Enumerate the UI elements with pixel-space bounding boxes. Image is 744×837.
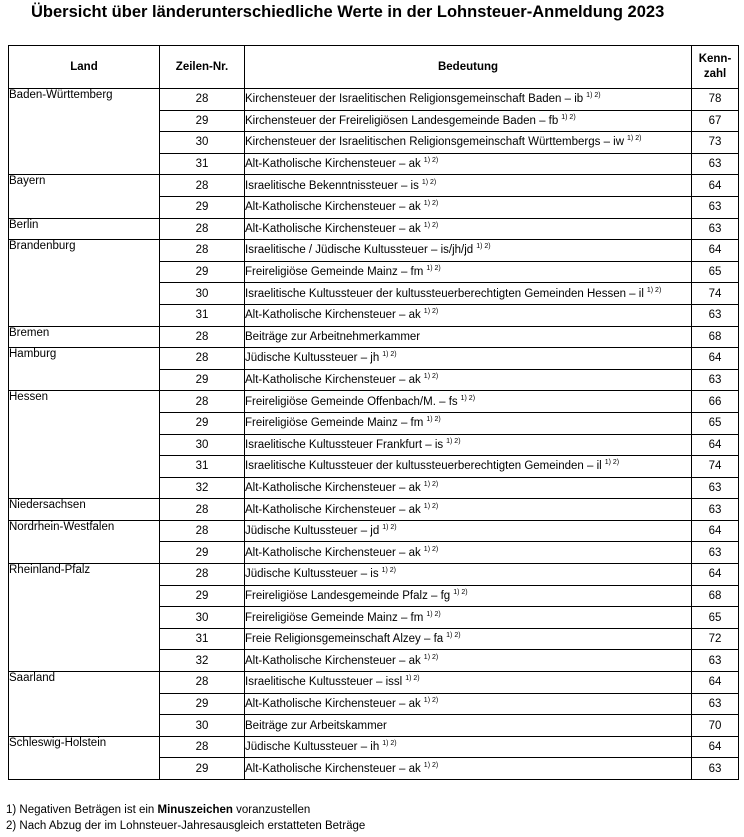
bedeutung-text: Kirchensteuer der Israelitischen Religionsgemeinschaft Württembergs – iw (245, 136, 625, 149)
kennzahl-cell: 64 (692, 564, 739, 586)
bedeutung-text: Alt-Katholische Kirchensteuer – ak (245, 546, 421, 559)
zeilen-nr-cell: 29 (160, 261, 245, 283)
bedeutung-cell (245, 456, 692, 478)
zeilen-nr-cell: 28 (160, 520, 245, 542)
kennzahl-cell: 63 (692, 758, 739, 780)
footnote-ref: 1) 2) (423, 157, 439, 165)
table-row (9, 499, 739, 521)
kennzahl-cell: 63 (692, 196, 739, 218)
kennzahl-cell: 72 (692, 628, 739, 650)
zeilen-nr-cell: 29 (160, 369, 245, 391)
footnote-ref: 1) 2) (604, 459, 620, 467)
bedeutung-cell (245, 132, 692, 154)
values-table (8, 45, 739, 780)
zeilen-nr-cell: 29 (160, 542, 245, 564)
land-cell: Hessen (9, 391, 160, 499)
bedeutung-cell (245, 499, 692, 521)
land-cell: Bayern (9, 175, 160, 218)
zeilen-nr-cell: 28 (160, 499, 245, 521)
kennzahl-cell: 74 (692, 283, 739, 305)
footnote-1-bold: Minuszeichen (157, 804, 233, 816)
kennzahl-cell: 63 (692, 369, 739, 391)
kennzahl-cell: 65 (692, 607, 739, 629)
zeilen-nr-cell: 29 (160, 412, 245, 434)
footnote-ref: 1) 2) (405, 675, 420, 683)
kennzahl-cell: 64 (692, 175, 739, 197)
zeilen-nr-cell: 28 (160, 564, 245, 586)
bedeutung-text: Israelitische Bekenntnissteuer – is (245, 179, 419, 192)
kennzahl-cell: 63 (692, 218, 739, 240)
bedeutung-text: Beiträge zur Arbeitskammer (245, 719, 387, 732)
bedeutung-cell (245, 153, 692, 175)
kennzahl-cell: 67 (692, 110, 739, 132)
bedeutung-cell (245, 391, 692, 413)
zeilen-nr-cell: 28 (160, 672, 245, 694)
kennzahl-cell: 68 (692, 585, 739, 607)
footnote-ref: 1) 2) (426, 416, 441, 424)
zeilen-nr-cell: 28 (160, 218, 245, 240)
bedeutung-text: Israelitische / Jüdische Kultussteuer – is/jh/jd (245, 244, 474, 257)
footnote-ref: 1) 2) (423, 653, 439, 661)
land-cell: Rheinland-Pfalz (9, 564, 160, 672)
table-row (9, 240, 739, 262)
footnote-ref: 1) 2) (382, 740, 397, 748)
kennzahl-cell: 64 (692, 240, 739, 262)
bedeutung-text: Jüdische Kultussteuer – jh (245, 352, 380, 365)
footnote-ref: 1) 2) (423, 502, 439, 510)
zeilen-nr-cell: 30 (160, 715, 245, 737)
zeilen-nr-cell: 29 (160, 758, 245, 780)
kennzahl-cell: 64 (692, 672, 739, 694)
bedeutung-cell (245, 607, 692, 629)
footnote-ref: 1) 2) (586, 92, 601, 100)
bedeutung-text: Alt-Katholische Kirchensteuer – ak (245, 222, 421, 235)
bedeutung-cell (245, 412, 692, 434)
zeilen-nr-cell: 30 (160, 132, 245, 154)
land-cell: Schleswig-Holstein (9, 736, 160, 779)
kennzahl-cell: 65 (692, 261, 739, 283)
bedeutung-text: Freireligiöse Landesgemeinde Pfalz – fg (245, 589, 451, 602)
footnote-1 (6, 804, 310, 816)
bedeutung-text: Freireligiöse Gemeinde Mainz – fm (245, 266, 424, 279)
zeilen-nr-cell: 30 (160, 283, 245, 305)
table-row (9, 89, 739, 111)
bedeutung-text: Israelitische Kultussteuer – issl (245, 676, 403, 689)
bedeutung-cell (245, 520, 692, 542)
footnote-ref: 1) 2) (423, 373, 439, 381)
bedeutung-text: Israelitische Kultussteuer der kultussteuerberechtigten Gemeinden – il (245, 460, 602, 473)
kennzahl-cell: 70 (692, 715, 739, 737)
land-cell: Bremen (9, 326, 160, 348)
zeilen-nr-cell: 31 (160, 628, 245, 650)
table-row (9, 348, 739, 370)
bedeutung-cell (245, 715, 692, 737)
bedeutung-cell (245, 304, 692, 326)
kennzahl-cell: 64 (692, 348, 739, 370)
footnote-ref: 1) 2) (453, 588, 468, 596)
header-kennzahl-line2: zahl (703, 68, 727, 80)
table-row (9, 326, 739, 348)
table-row (9, 175, 739, 197)
land-cell: Baden-Württemberg (9, 89, 160, 175)
bedeutung-cell (245, 110, 692, 132)
land-cell: Brandenburg (9, 240, 160, 326)
footnote-ref: 1) 2) (627, 135, 642, 143)
bedeutung-text: Alt-Katholische Kirchensteuer – ak (245, 201, 421, 214)
bedeutung-cell (245, 434, 692, 456)
bedeutung-text: Freie Religionsgemeinschaft Alzey – fa (245, 633, 444, 646)
bedeutung-cell (245, 650, 692, 672)
bedeutung-text: Kirchensteuer der Israelitischen Religionsgemeinschaft Baden – ib (245, 93, 584, 106)
kennzahl-cell: 74 (692, 456, 739, 478)
table-body (9, 89, 739, 780)
land-cell: Niedersachsen (9, 499, 160, 521)
zeilen-nr-cell: 31 (160, 153, 245, 175)
zeilen-nr-cell: 29 (160, 110, 245, 132)
footnote-ref: 1) 2) (382, 351, 397, 359)
kennzahl-cell: 66 (692, 391, 739, 413)
bedeutung-text: Freireligiöse Gemeinde Mainz – fm (245, 417, 424, 430)
bedeutung-cell (245, 672, 692, 694)
bedeutung-text: Alt-Katholische Kirchensteuer – ak (245, 158, 421, 171)
bedeutung-cell (245, 283, 692, 305)
footnote-ref: 1) 2) (460, 394, 476, 402)
bedeutung-cell (245, 585, 692, 607)
bedeutung-text: Alt-Katholische Kirchensteuer – ak (245, 654, 421, 667)
kennzahl-cell: 68 (692, 326, 739, 348)
footnote-ref: 1) 2) (423, 308, 439, 316)
bedeutung-text: Beiträge zur Arbeitnehmerkammer (245, 330, 421, 343)
bedeutung-cell (245, 736, 692, 758)
zeilen-nr-cell: 31 (160, 304, 245, 326)
footnote-ref: 1) 2) (646, 286, 662, 294)
footnote-ref: 1) 2) (381, 567, 397, 575)
zeilen-nr-cell: 28 (160, 348, 245, 370)
bedeutung-text: Jüdische Kultussteuer – jd (245, 525, 380, 538)
bedeutung-text: Freireligiöse Gemeinde Offenbach/M. – fs (245, 395, 458, 408)
kennzahl-cell: 63 (692, 477, 739, 499)
kennzahl-cell: 63 (692, 499, 739, 521)
bedeutung-cell (245, 326, 692, 348)
table-header-row (9, 46, 739, 89)
bedeutung-text: Jüdische Kultussteuer – is (245, 568, 379, 581)
bedeutung-cell (245, 758, 692, 780)
header-kennzahl-line1: Kenn- (698, 53, 732, 65)
kennzahl-cell: 63 (692, 650, 739, 672)
footnote-ref: 1) 2) (423, 761, 439, 769)
zeilen-nr-cell: 28 (160, 175, 245, 197)
table-row (9, 672, 739, 694)
zeilen-nr-cell: 32 (160, 477, 245, 499)
footnote-ref: 1) 2) (423, 480, 439, 488)
bedeutung-text: Jüdische Kultussteuer – ih (245, 741, 380, 754)
kennzahl-cell: 64 (692, 434, 739, 456)
zeilen-nr-cell: 29 (160, 196, 245, 218)
table-row (9, 218, 739, 240)
footnote-ref: 1) 2) (561, 113, 576, 121)
bedeutung-cell (245, 218, 692, 240)
zeilen-nr-cell: 29 (160, 585, 245, 607)
bedeutung-cell (245, 240, 692, 262)
bedeutung-cell (245, 175, 692, 197)
kennzahl-cell: 64 (692, 736, 739, 758)
footnote-ref: 1) 2) (426, 265, 441, 273)
bedeutung-cell (245, 89, 692, 111)
bedeutung-text: Alt-Katholische Kirchensteuer – ak (245, 481, 421, 494)
bedeutung-text: Alt-Katholische Kirchensteuer – ak (245, 374, 421, 387)
bedeutung-cell (245, 477, 692, 499)
bedeutung-cell (245, 693, 692, 715)
zeilen-nr-cell: 29 (160, 693, 245, 715)
bedeutung-cell (245, 261, 692, 283)
footnote-1-prefix: 1) Negativen Beträgen ist ein (6, 804, 158, 816)
zeilen-nr-cell: 30 (160, 607, 245, 629)
bedeutung-cell (245, 564, 692, 586)
bedeutung-cell (245, 628, 692, 650)
bedeutung-cell (245, 196, 692, 218)
zeilen-nr-cell: 28 (160, 391, 245, 413)
zeilen-nr-cell: 28 (160, 736, 245, 758)
bedeutung-text: Israelitische Kultussteuer Frankfurt – is (245, 438, 444, 451)
bedeutung-cell (245, 348, 692, 370)
kennzahl-cell: 63 (692, 693, 739, 715)
table-row (9, 736, 739, 758)
zeilen-nr-cell: 31 (160, 456, 245, 478)
bedeutung-text: Alt-Katholische Kirchensteuer – ak (245, 503, 421, 516)
zeilen-nr-cell: 30 (160, 434, 245, 456)
footnote-ref: 1) 2) (382, 524, 397, 532)
bedeutung-text: Alt-Katholische Kirchensteuer – ak (245, 697, 421, 710)
zeilen-nr-cell: 28 (160, 89, 245, 111)
kennzahl-cell: 65 (692, 412, 739, 434)
kennzahl-cell: 63 (692, 542, 739, 564)
table-row (9, 564, 739, 586)
zeilen-nr-cell: 28 (160, 326, 245, 348)
header-land: Land (9, 46, 160, 89)
footnote-ref: 1) 2) (421, 178, 437, 186)
footnote-ref: 1) 2) (426, 610, 441, 618)
kennzahl-cell: 64 (692, 520, 739, 542)
bedeutung-cell (245, 369, 692, 391)
footnote-ref: 1) 2) (423, 696, 439, 704)
table-row (9, 520, 739, 542)
footnote-ref: 1) 2) (476, 243, 491, 251)
bedeutung-text: Alt-Katholische Kirchensteuer – ak (245, 309, 421, 322)
kennzahl-cell: 73 (692, 132, 739, 154)
header-kennzahl (692, 46, 739, 89)
footnote-ref: 1) 2) (423, 221, 439, 229)
kennzahl-cell: 78 (692, 89, 739, 111)
land-cell: Berlin (9, 218, 160, 240)
footnote-ref: 1) 2) (423, 200, 439, 208)
footnote-2: 2) Nach Abzug der im Lohnsteuer-Jahresausgleich erstatteten Beträge (6, 820, 366, 832)
footnote-1-suffix: voranzustellen (232, 804, 311, 816)
kennzahl-cell: 63 (692, 304, 739, 326)
page-title: Übersicht über länderunterschiedliche Werte in der Lohnsteuer-Anmeldung 2023 (31, 3, 665, 21)
zeilen-nr-cell: 32 (160, 650, 245, 672)
header-zeilen-nr: Zeilen-Nr. (160, 46, 245, 89)
land-cell: Hamburg (9, 348, 160, 391)
bedeutung-text: Alt-Katholische Kirchensteuer – ak (245, 762, 421, 775)
bedeutung-cell (245, 542, 692, 564)
zeilen-nr-cell: 28 (160, 240, 245, 262)
table-row (9, 391, 739, 413)
bedeutung-text: Kirchensteuer der Freireligiösen Landesgemeinde Baden – fb (245, 114, 559, 127)
footnote-ref: 1) 2) (423, 545, 439, 553)
footnote-ref: 1) 2) (446, 632, 461, 640)
footnote-ref: 1) 2) (446, 437, 461, 445)
land-cell: Nordrhein-Westfalen (9, 520, 160, 563)
bedeutung-text: Freireligiöse Gemeinde Mainz – fm (245, 611, 424, 624)
header-bedeutung: Bedeutung (245, 46, 692, 89)
bedeutung-text: Israelitische Kultussteuer der kultussteuerberechtigten Gemeinden Hessen – il (245, 287, 644, 300)
land-cell: Saarland (9, 672, 160, 737)
kennzahl-cell: 63 (692, 153, 739, 175)
